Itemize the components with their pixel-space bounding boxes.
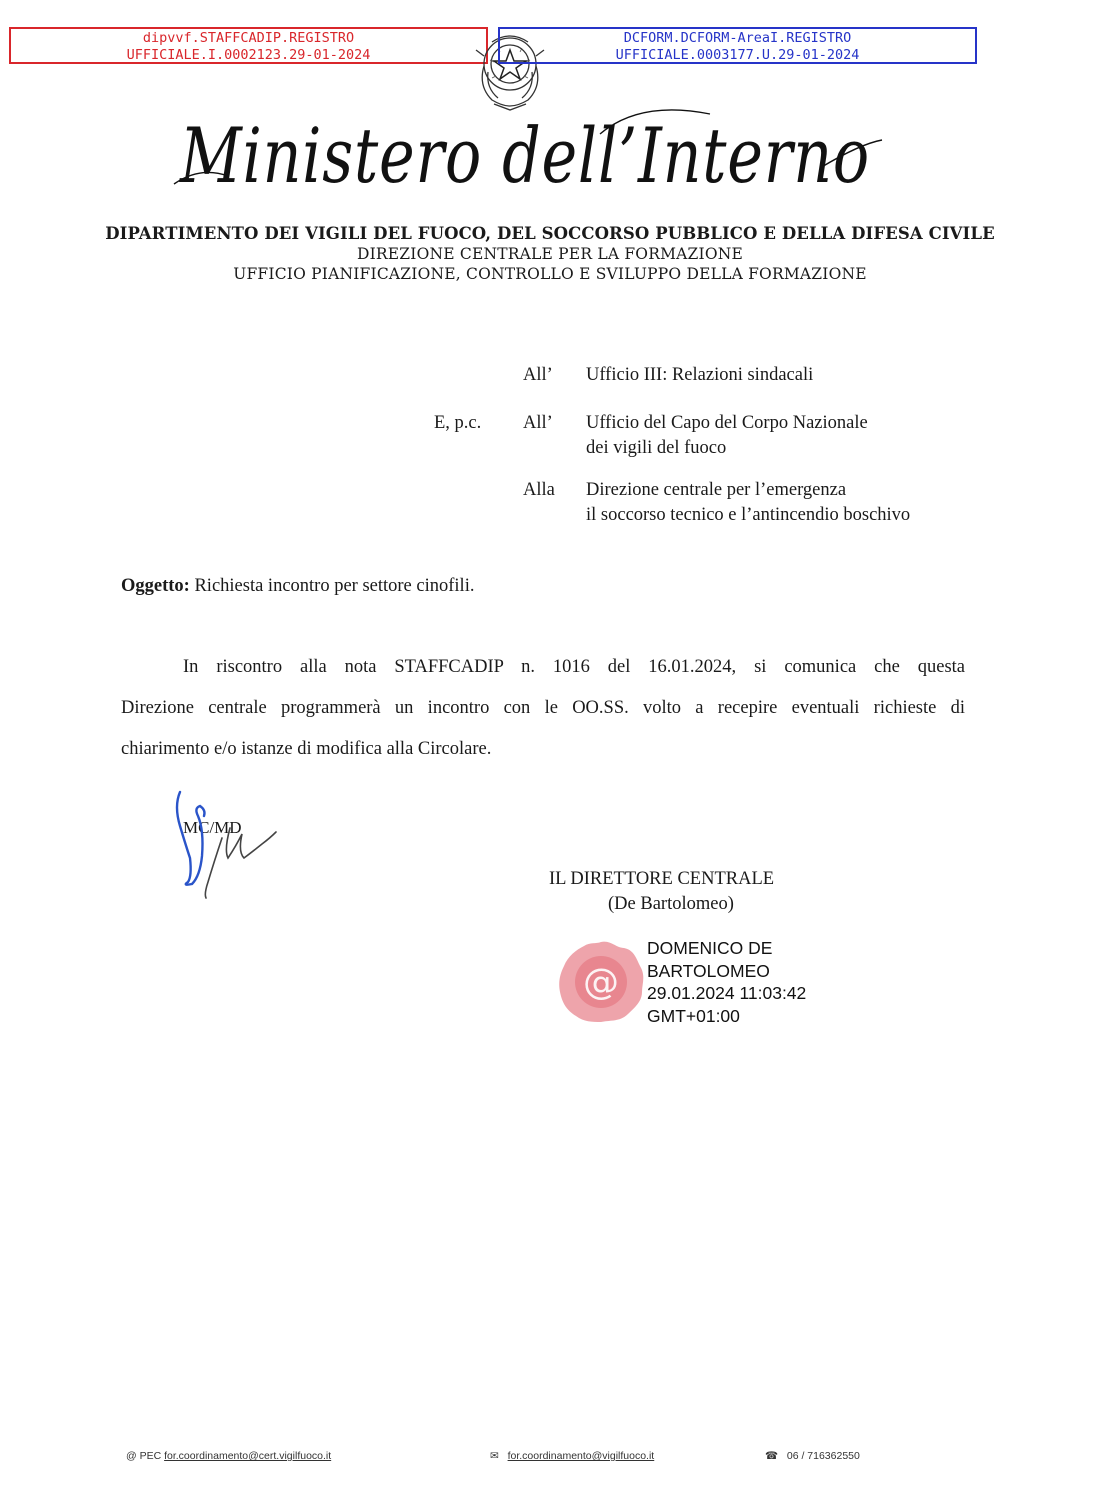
- body-line: chiarimento e/o istanze di modifica alla Circolare.: [121, 739, 492, 759]
- mail-icon: ✉: [490, 1450, 499, 1462]
- subject-label: Oggetto:: [121, 576, 190, 596]
- signature-timestamp: 29.01.2024 11:03:42: [647, 983, 807, 1003]
- signer-first-name: DOMENICO DE: [647, 938, 773, 958]
- footer-phone: [765, 1450, 860, 1462]
- cc-recipient-name-cont: il soccorso tecnico e l’antincendio boschivo: [586, 505, 911, 525]
- signature-timezone: GMT+01:00: [647, 1005, 740, 1026]
- recipient-preposition: All’: [523, 365, 553, 385]
- svg-text:@: @: [583, 962, 619, 1003]
- cc-recipient-name: Ufficio del Capo del Corpo Nazionale: [586, 413, 868, 433]
- outgoing-protocol-stamp: [498, 27, 977, 64]
- ministry-logo: [170, 104, 890, 204]
- signer-last-name: BARTOLOMEO: [647, 960, 770, 981]
- body-line: In riscontro alla nota STAFFCADIP n. 1016 del 16.01.2024, si comunica che questa: [183, 657, 965, 677]
- signatory-name: (De Bartolomeo): [608, 894, 734, 914]
- footer-email: [490, 1450, 654, 1462]
- office-name: UFFICIO PIANIFICAZIONE, CONTROLLO E SVILUPPO DELLA FORMAZIONE: [233, 265, 867, 283]
- cc-label: E, p.c.: [434, 413, 482, 433]
- phone-icon: ☎: [765, 1450, 779, 1462]
- incoming-protocol-stamp: [9, 27, 488, 64]
- digital-signature-details: [647, 937, 806, 1027]
- cc-recipient-name-cont: dei vigili del fuoco: [586, 438, 727, 458]
- pec-address-link[interactable]: for.coordinamento@cert.vigilfuoco.it: [164, 1450, 332, 1462]
- handwritten-signature: [170, 786, 290, 906]
- body-line: Direzione centrale programmerà un incontro con le OO.SS. volto a recepire eventuali richieste di: [121, 698, 965, 718]
- incoming-stamp-line2: UFFICIALE.I.0002123.29-01-2024: [126, 47, 371, 63]
- subject-line: [121, 576, 474, 597]
- drafter-initials: MC/MD: [183, 818, 242, 837]
- pec-label: @ PEC: [126, 1450, 162, 1462]
- svg-text:Ministero dell’Interno: Ministero dell’Interno: [178, 111, 870, 200]
- outgoing-stamp-line2: UFFICIALE.0003177.U.29-01-2024: [615, 47, 860, 63]
- subject-text: Richiesta incontro per settore cinofili.: [194, 576, 475, 596]
- incoming-stamp-line1: dipvvf.STAFFCADIP.REGISTRO: [142, 30, 355, 46]
- phone-number: 06 / 716362550: [786, 1450, 860, 1462]
- outgoing-stamp-line1: DCFORM.DCFORM-AreaI.REGISTRO: [623, 30, 852, 46]
- body-paragraph: [121, 647, 965, 770]
- email-address-link[interactable]: for.coordinamento@vigilfuoco.it: [507, 1450, 655, 1462]
- signatory-title: IL DIRETTORE CENTRALE: [549, 869, 775, 889]
- recipient-name: Ufficio III: Relazioni sindacali: [586, 365, 814, 385]
- digital-signature-seal-icon: [556, 938, 646, 1024]
- cc-recipient-preposition: Alla: [523, 480, 555, 500]
- direction-name: DIREZIONE CENTRALE PER LA FORMAZIONE: [356, 245, 744, 263]
- department-name: DIPARTIMENTO DEI VIGILI DEL FUOCO, DEL SOCCORSO PUBBLICO E DELLA DIFESA CIVILE: [105, 224, 995, 243]
- cc-recipient-name: Direzione centrale per l’emergenza: [586, 480, 847, 500]
- cc-recipient-preposition: All’: [523, 413, 553, 433]
- footer-pec: [126, 1450, 331, 1462]
